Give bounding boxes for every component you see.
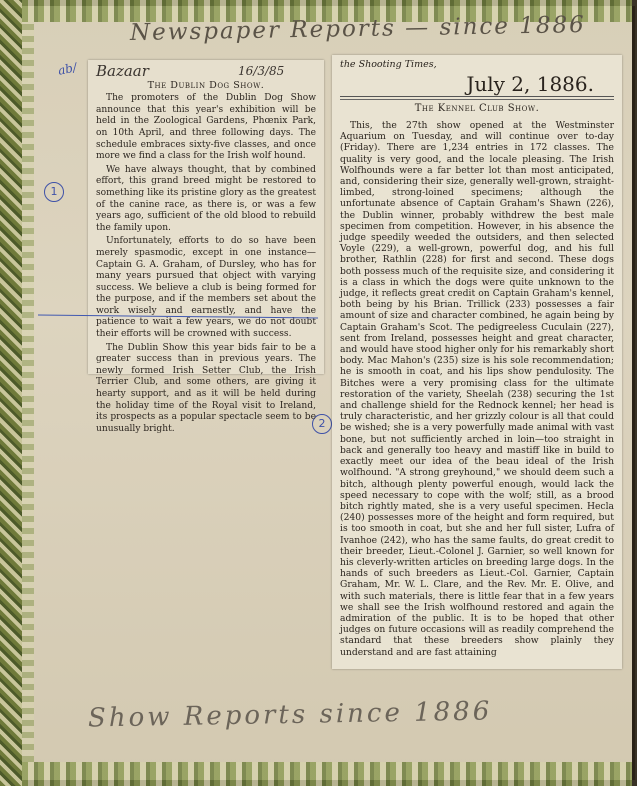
circled-number-1: 1	[44, 182, 64, 202]
handwritten-margin-mark: ab/	[56, 60, 79, 78]
paragraph: This, the 27th show opened at the Westminster Aquarium on Tuesday, and will continue over to-day (Friday). There are 1,234 entries in 172 classes. The quality is very good, and the locale pleasing. The Irish Wolfhounds were a far better lot than most anticipated, and, considering their size, generally well-grown, straight-limbed, strong-loined specimens; although the unfortunate absence of Captain Graham's Shawn (226), the Dublin winner, probably withdrew the best male specimen from competition. However, in his absence the judge speedily weeded the outsiders, and then selected Voyle (229), a well-grown, powerful dog, and his full brother, Rathlin (228) for first and second. These dogs both possess much of the requisite size, and considering it is a class in which the dogs were quite unknown to the judge, it reflects great credit on Captain Graham's kennel, both being by his Brian. Trillick (233) possesses a fair amount of size and character combined, he again being by Captain Graham's Scot. The pedigreeless Cuculain (227), sent from Ireland, possesses height and great character, and would have stood higher only for his remarkably short body. Mac Mahon's (235) size is his sole recommendation; he is smooth in coat, and his lips show pendulosity. The Bitches were a very promising class for the ultimate restoration of the variety, Sheelah (238) securing the 1st and challenge shield for the Rednock kennel; her head is truly characteristic, and her grizzly colour is all that could be wished; she is a very powerfully made animal with vast bone, but not sufficiently arched in loin—too straight in back and generally too heavy and mastiff like in build to exactly meet our idea of the beau ideal of the Irish wolfhound. "A strong greyhound," we should deem such a bitch, although plenty powerful enough, would lack the speed necessary to cope with the wolf; still, as a brood bitch rightly mated, she is a very useful specimen. Hecla (240) possesses more of the height and form required, but is too smooth in coat, but she and her full sister, Lufra of Ivanhoe (242), who has the same faults, do great credit to their breeder, Lieut.-Colonel J. Garnier, so well known for his cleverly-written articles on breeding large dogs. In the hands of such breeders as Lieut.-Col. Garnier, Captain Graham, Mr. W. L. Clare, and the Rev. Mr. E. Olive, and with such materials, there is little fear that in a few years we shall see the Irish wolfhound restored and again the admiration of the public. It is to be hoped that other judges on future occasions will as readily comprehend the standard that these breeders show plainly they understand and are fast attaining	[340, 120, 614, 658]
masthead	[340, 59, 614, 97]
clipping-headline: The Kennel Club Show.	[340, 99, 614, 114]
paragraph: The Dublin Show this year bids fair to be a greater success than in previous years. The newly formed Irish Setter Club, the Irish Terrier Club, and some others, are giving it hearty support, and as it will be held during the holiday time of the Royal visit to Ireland, its prospects as a popular spectacle seem to be unusually bright.	[96, 342, 316, 434]
handwritten-bottom-note: Show Reports since 1886	[87, 696, 493, 734]
paragraph: The promoters of the Dublin Dog Show announce that this year's exhibition will be held in the Zoological Gardens, Phœnix Park, on 10th April, and three following days. The schedule embraces sixty-five classes, and once more we find a class for the Irish wolf hound.	[96, 93, 316, 162]
clipping-date: 16/3/85	[238, 64, 285, 78]
clipping-headline: The Dublin Dog Show.	[147, 79, 265, 91]
circled-number-2: 2	[312, 414, 332, 434]
clipping-dublin-dog-show	[88, 60, 324, 434]
clipping-kennel-club-show	[332, 55, 622, 669]
book-spine	[0, 0, 22, 786]
publication-date: July 2, 1886.	[466, 72, 594, 96]
left-tape-border	[22, 22, 34, 762]
handwritten-top-note: Newspaper Reports — since 1886	[129, 12, 586, 46]
paragraph: Unfortunately, efforts to do so have been merely spasmodic, except in one instance—Captain G. A. Graham, of Dursley, who has for many years pursued that object with varying success. We believe a club is being formed for the purpose, and if the members set about the work wisely and earnestly, and have the patience to wait a few years, we do not doubt their efforts will be crowned with success.	[96, 236, 316, 340]
paragraph: We have always thought, that by combined effort, this grand breed might be restored to something like its pristine glory as the greatest of the canine race, as there is, or was a few years ago, sufficient of the old blood to rebuild the family upon.	[96, 164, 316, 233]
newspaper-name: the Shooting Times,	[340, 59, 437, 70]
bottom-tape-border	[22, 762, 632, 786]
clipping-source: Bazaar	[96, 62, 149, 80]
